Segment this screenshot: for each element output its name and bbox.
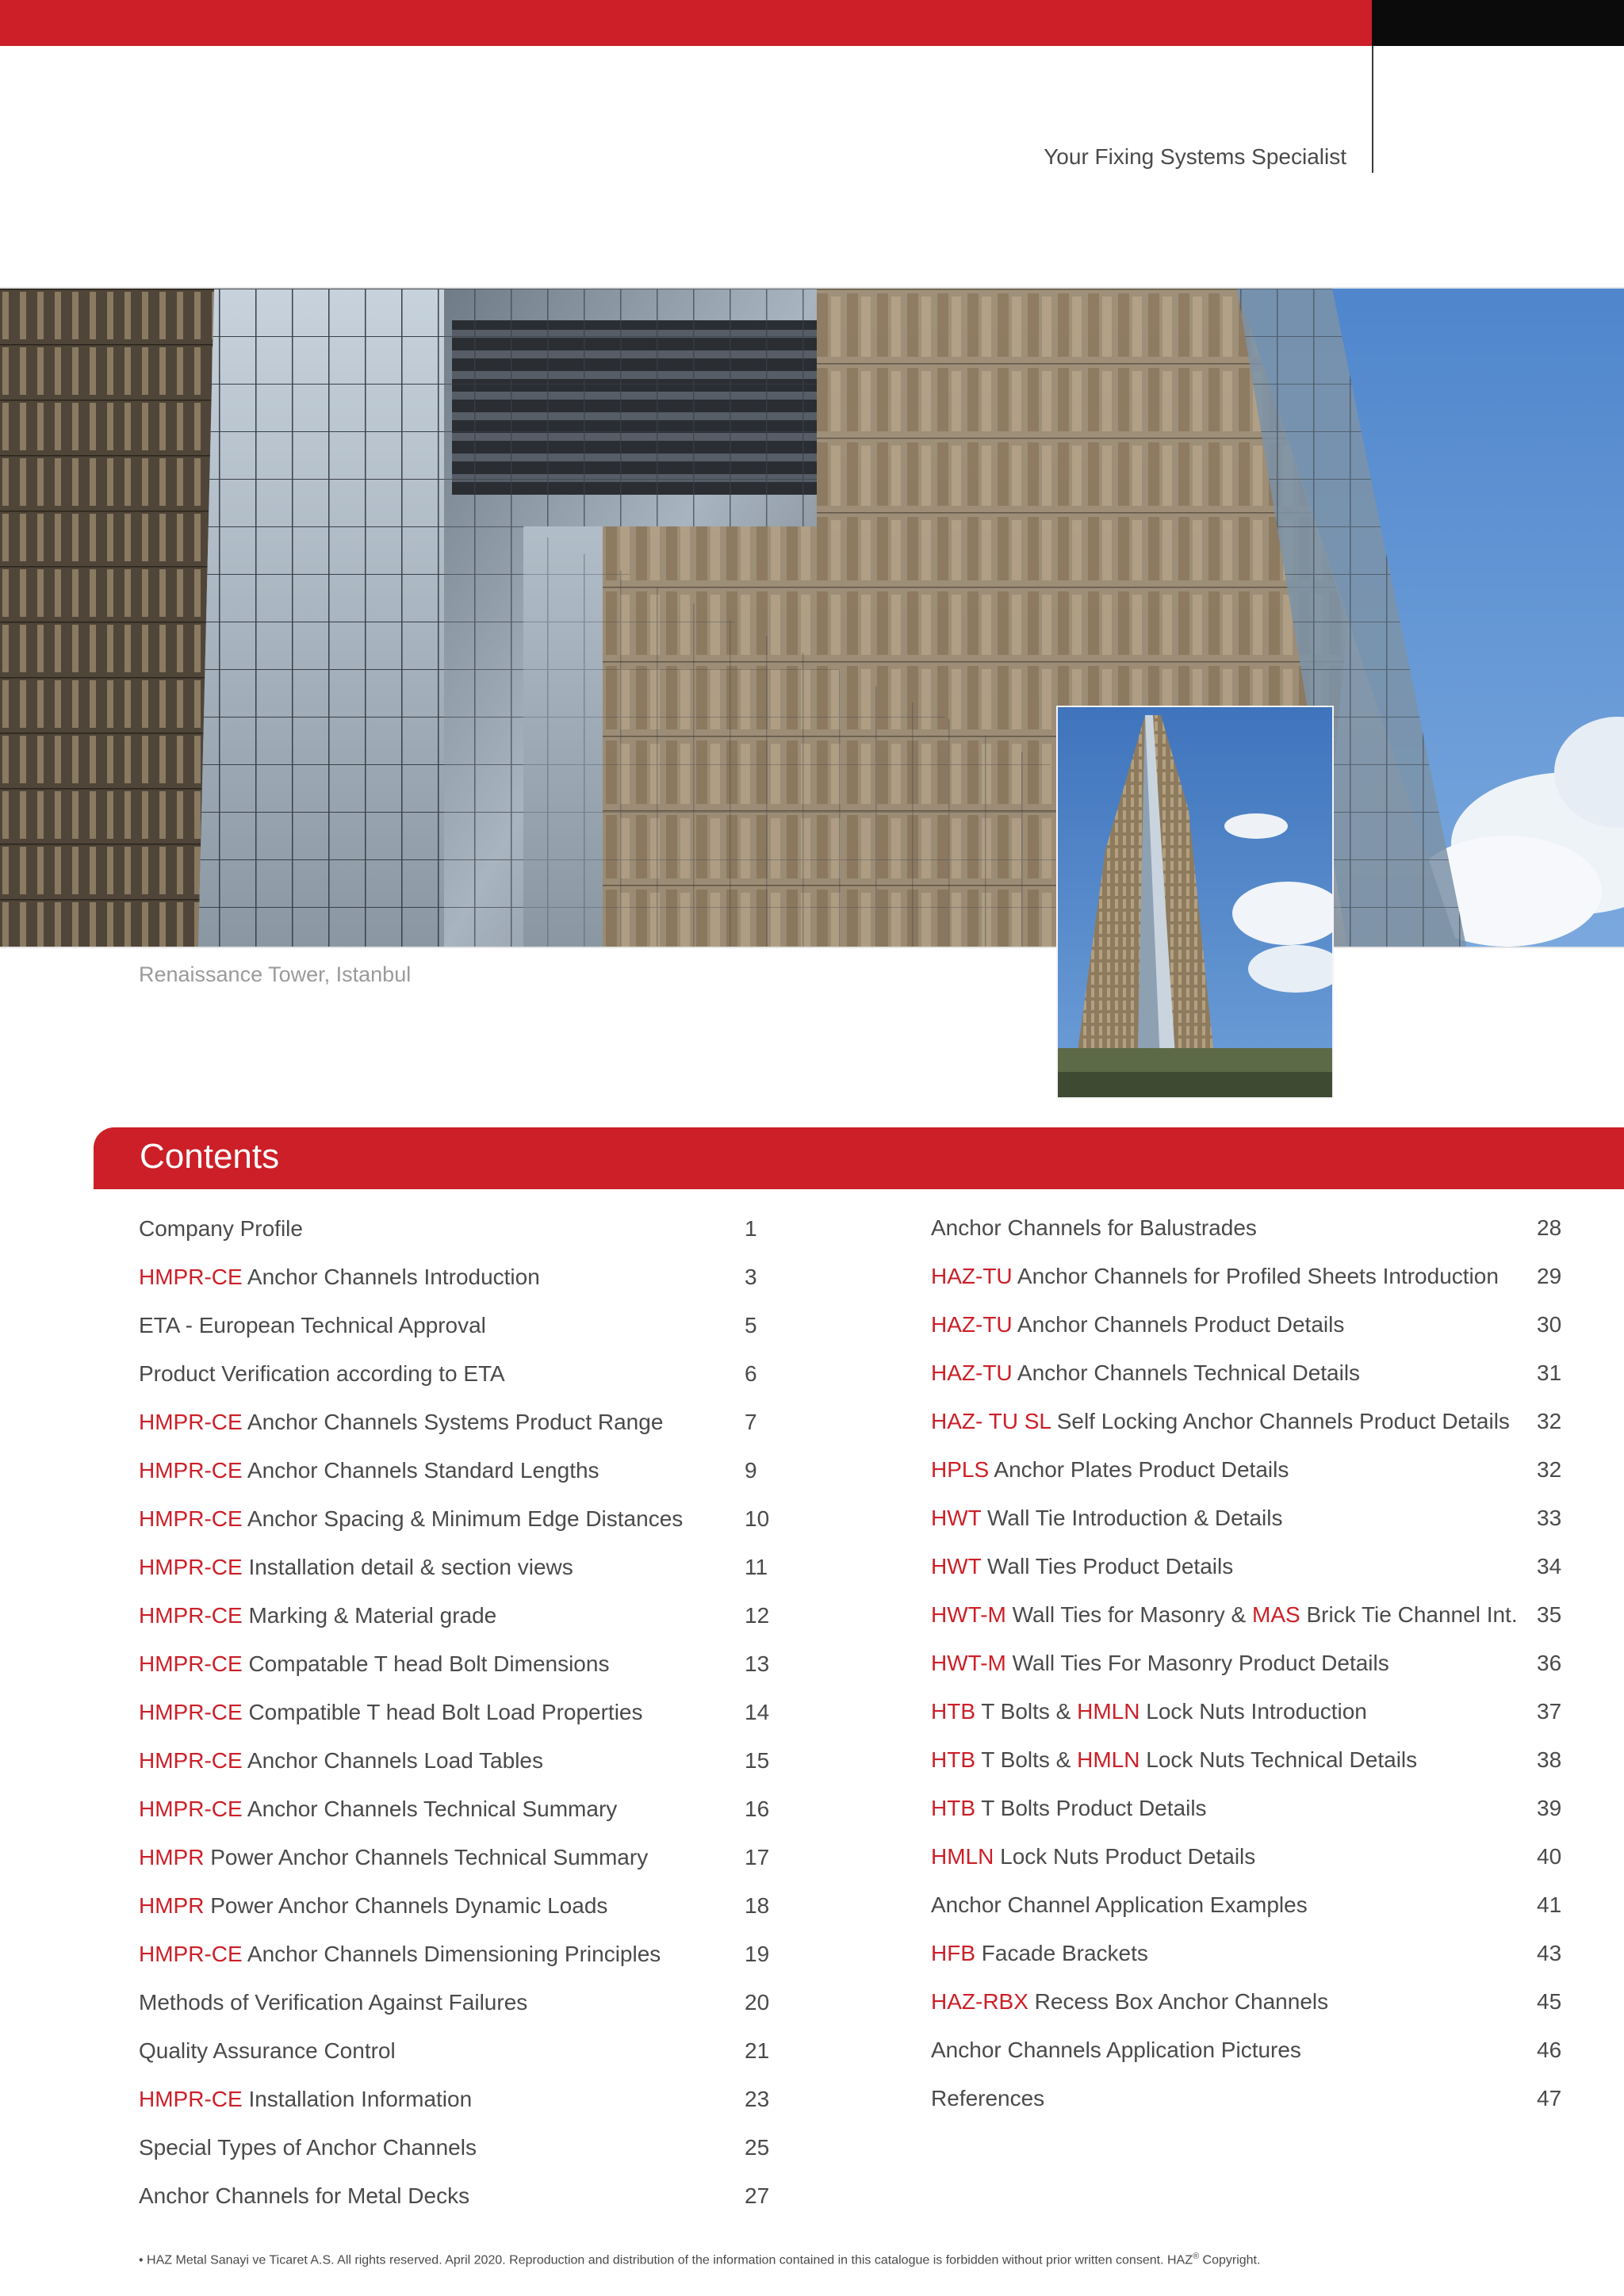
toc-entry-page: 33 [1537,1506,1562,1530]
toc-entry-page: 31 [1537,1360,1562,1385]
toc-entry-page: 21 [745,2038,770,2063]
toc-entry-title: HAZ- TU SL Self Locking Anchor Channels Product Details [931,1409,1510,1433]
toc-entry[interactable] [139,1697,773,1728]
toc-entry-page: 36 [1537,1651,1562,1675]
toc-entry-page: 28 [1537,1215,1562,1240]
toc-entry-title: Company Profile [139,1216,303,1241]
inset-tower-photo [1056,706,1334,1099]
toc-entry-page: 17 [745,1845,770,1869]
toc-entry-title: HMPR-CE Marking & Material grade [139,1603,497,1628]
toc-entry-page: 30 [1537,1312,1562,1337]
toc-entry[interactable] [931,1696,1565,1728]
toc-entry-title: HTB T Bolts & HMLN Lock Nuts Technical Details [931,1747,1418,1772]
toc-entry-title: HMPR-CE Anchor Channels Dimensioning Principles [139,1942,661,1966]
toc-entry[interactable] [931,1502,1565,1534]
toc-entry-page: 34 [1537,1554,1562,1578]
toc-entry[interactable] [931,1551,1565,1582]
toc-entry-page: 35 [1537,1602,1562,1627]
toc-entry-page: 46 [1537,2038,1562,2062]
toc-entry[interactable] [139,2180,773,2212]
toc-entry-title: HPLS Anchor Plates Product Details [931,1457,1289,1482]
toc-entry-title: HAZ-TU Anchor Channels for Profiled Sheets Introduction [931,1264,1499,1288]
toc-entry-page: 12 [745,1603,770,1628]
header-black-bar [1372,0,1624,46]
toc-entry-title: Anchor Channel Application Examples [931,1892,1308,1917]
toc-entry-title: HMPR-CE Anchor Channels Introduction [139,1265,540,1289]
toc-entry-page: 32 [1537,1409,1562,1433]
toc-entry[interactable] [931,1599,1565,1631]
toc-entry-title: HMPR-CE Anchor Channels Technical Summary [139,1797,618,1821]
toc-entry[interactable] [139,1987,773,2019]
toc-entry-title: HMPR-CE Installation detail & section views [139,1555,573,1579]
toc-entry[interactable] [931,1309,1565,1341]
toc-entry-page: 3 [745,1265,757,1289]
photo-caption: Renaissance Tower, Istanbul [139,962,412,986]
toc-entry-page: 40 [1537,1844,1562,1869]
toc-entry[interactable] [139,1455,773,1487]
toc-entry-title: Anchor Channels Application Pictures [931,2038,1301,2062]
toc-entry-page: 5 [745,1313,757,1337]
toc-entry-title: HAZ-TU Anchor Channels Product Details [931,1312,1345,1337]
toc-entry[interactable] [139,1358,773,1390]
toc-entry[interactable] [139,1842,773,1873]
toc-entry[interactable] [931,1986,1565,2018]
toc-entry-page: 19 [745,1942,770,1966]
toc-entry[interactable] [931,2034,1565,2066]
header-red-bar [0,0,1372,46]
contents-title: Contents [140,1137,280,1176]
toc-entry-page: 27 [745,2183,770,2208]
toc-entry-title: HAZ-TU Anchor Channels Technical Details [931,1360,1361,1385]
tagline: Your Fixing Systems Specialist [1044,144,1346,169]
toc-entry[interactable] [931,1454,1565,1486]
toc-entry[interactable] [139,1938,773,1970]
toc-entry-title: HTB T Bolts & HMLN Lock Nuts Introduction [931,1699,1367,1724]
toc-entry[interactable] [931,1744,1565,1776]
toc-entry-title: Anchor Channels for Balustrades [931,1215,1257,1240]
toc-entry-page: 32 [1537,1457,1562,1482]
toc-entry-title: HWT-M Wall Ties For Masonry Product Details [931,1651,1389,1675]
toc-entry-page: 6 [745,1361,757,1386]
toc-entry-page: 45 [1537,1989,1562,2014]
toc-entry[interactable] [931,2083,1565,2114]
toc-entry-title: HMPR Power Anchor Channels Technical Summary [139,1845,649,1869]
toc-entry-title: HMPR-CE Installation Information [139,2087,473,2111]
toc-entry-title: HWT-M Wall Ties for Masonry & MAS Brick Tie Channel Int. [931,1602,1518,1627]
toc-entry-title: References [931,2086,1045,2110]
toc-entry-page: 18 [745,1893,770,1918]
toc-entry-title: HMPR-CE Anchor Channels Standard Lengths [139,1458,599,1483]
header-vertical-rule [1372,46,1373,173]
toc-entry-title: Special Types of Anchor Channels [139,2135,477,2160]
toc-entry-page: 47 [1537,2086,1562,2110]
toc-entry[interactable] [931,1889,1565,1921]
toc-entry[interactable] [139,1600,773,1632]
toc-entry[interactable] [139,1745,773,1777]
toc-entry-page: 41 [1537,1892,1562,1917]
toc-entry-page: 23 [745,2087,770,2111]
toc-entry-title: HTB T Bolts Product Details [931,1796,1207,1820]
toc-entry-page: 15 [745,1748,770,1773]
toc-entry[interactable] [931,1647,1565,1679]
toc-entry-title: Anchor Channels for Metal Decks [139,2183,470,2208]
toc-entry-page: 7 [745,1410,757,1434]
toc-entry[interactable] [139,1406,773,1438]
toc-entry-page: 20 [745,1990,770,2015]
toc-entry-title: ETA - European Technical Approval [139,1313,486,1337]
toc-entry-title: Methods of Verification Against Failures [139,1990,528,2015]
toc-entry-title: HMPR-CE Compatible T head Bolt Load Properties [139,1700,643,1724]
toc-entry-page: 10 [745,1506,770,1531]
toc-entry-page: 38 [1537,1747,1562,1772]
toc-entry-page: 13 [745,1651,770,1676]
toc-entry-title: HMPR-CE Compatable T head Bolt Dimensions [139,1651,610,1676]
toc-entry-title: HMPR-CE Anchor Channels Systems Product Range [139,1410,664,1434]
toc-entry-page: 1 [745,1216,757,1241]
toc-entry[interactable] [139,1552,773,1583]
toc-entry[interactable] [931,1406,1565,1437]
toc-entry[interactable] [139,1213,773,1245]
toc-entry-page: 25 [745,2135,770,2160]
toc-entry[interactable] [139,1310,773,1341]
footer-copyright: • HAZ Metal Sanayi ve Ticaret A.S. All rights reserved. April 2020. Reproduction and distribution of the information contained in this catalogue is forbidden without prior written consent. HAZ® Copyright. [139,2252,1261,2267]
toc-entry-page: 9 [745,1458,757,1483]
toc-entry-page: 37 [1537,1699,1562,1724]
toc-entry[interactable] [931,1261,1565,1292]
toc-entry-page: 11 [745,1555,768,1579]
toc-entry[interactable] [931,1841,1565,1873]
toc-entry[interactable] [139,1793,773,1825]
toc-entry-title: HWT Wall Tie Introduction & Details [931,1506,1283,1530]
toc-entry[interactable] [931,1357,1565,1389]
toc-entry-page: 29 [1537,1264,1562,1288]
toc-entry-title: HAZ-RBX Recess Box Anchor Channels [931,1989,1329,2014]
toc-entry-page: 16 [745,1797,770,1821]
toc-entry[interactable] [139,1503,773,1535]
toc-entry-title: HMPR-CE Anchor Channels Load Tables [139,1748,543,1773]
toc-entry-title: HMPR-CE Anchor Spacing & Minimum Edge Distances [139,1506,684,1531]
toc-entry[interactable] [139,2132,773,2164]
toc-entry-title: HFB Facade Brackets [931,1941,1148,1965]
toc-entry[interactable] [139,1648,773,1680]
toc-entry[interactable] [931,1793,1565,1824]
toc-entry-page: 39 [1537,1796,1562,1820]
toc-entry-title: Product Verification according to ETA [139,1361,505,1386]
toc-entry[interactable] [139,1261,773,1293]
toc-entry-title: HMPR Power Anchor Channels Dynamic Loads [139,1893,608,1918]
toc-entry-page: 14 [745,1700,770,1724]
toc-entry[interactable] [139,1890,773,1922]
toc-entry-title: Quality Assurance Control [139,2038,396,2063]
toc-entry[interactable] [139,2035,773,2067]
contents-header-bar [94,1127,1624,1189]
toc-entry-title: HWT Wall Ties Product Details [931,1554,1234,1578]
toc-entry-page: 43 [1537,1941,1562,1965]
toc-entry-title: HMLN Lock Nuts Product Details [931,1844,1256,1869]
toc-entry[interactable] [139,2084,773,2115]
hero-photo [0,287,1624,948]
toc-entry[interactable] [931,1212,1565,1244]
toc-entry[interactable] [931,1938,1565,1969]
